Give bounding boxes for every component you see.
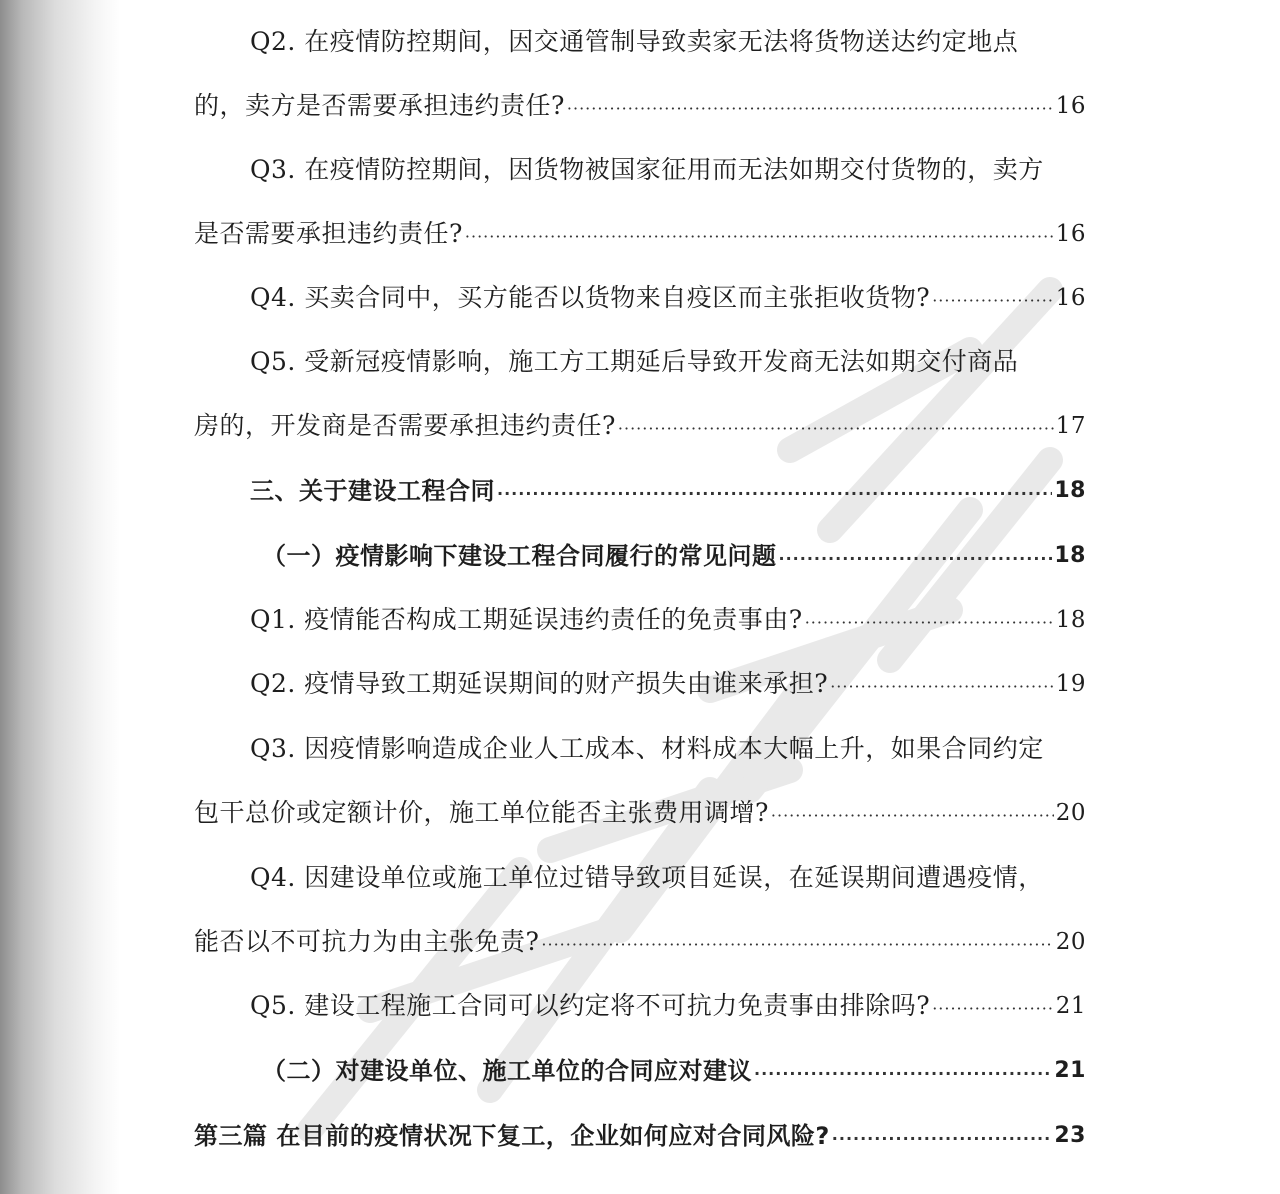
dot-leader [932, 983, 1054, 1029]
toc-entry-text: Q5. 受新冠疫情影响，施工方工期延后导致开发商无法如期交付商品 [250, 347, 1019, 376]
toc-entry-text: 房的，开发商是否需要承担违约责任? [194, 411, 616, 440]
dot-leader [771, 790, 1054, 836]
toc-part-three[interactable] [194, 1116, 1086, 1156]
toc-entry-text: Q1. 疫情能否构成工期延误违约责任的免责事由? [250, 605, 803, 634]
dot-leader [567, 83, 1054, 129]
toc-entry-sales-q3-cont[interactable] [194, 214, 1086, 254]
dot-leader [618, 403, 1054, 449]
toc-entry-sales-q4[interactable] [250, 278, 1086, 318]
toc-entry-construction-q5[interactable] [250, 986, 1086, 1026]
toc-entry-text: Q3. 在疫情防控期间，因货物被国家征用而无法如期交付货物的，卖方 [250, 155, 1044, 184]
toc-entry-text: 是否需要承担违约责任? [194, 219, 463, 248]
toc-entry-text: Q2. 在疫情防控期间，因交通管制导致卖家无法将货物送达约定地点 [250, 27, 1019, 56]
dot-leader [832, 1113, 1053, 1159]
dot-leader [465, 211, 1054, 257]
toc-entry-sales-q2[interactable] [250, 22, 1086, 62]
toc-subsection-common-issues[interactable] [262, 536, 1086, 576]
toc-entry-construction-q3-cont[interactable] [194, 793, 1086, 833]
toc-page-number: 18 [1054, 543, 1086, 568]
toc-entry-construction-q3[interactable] [250, 729, 1086, 769]
toc-subsection-heading: （二）对建设单位、施工单位的合同应对建议 [262, 1057, 752, 1085]
dot-leader [497, 468, 1052, 514]
toc-entry-text: 能否以不可抗力为由主张免责? [194, 927, 540, 956]
toc-page-number: 20 [1055, 800, 1086, 826]
toc-page-number: 21 [1055, 993, 1086, 1019]
dot-leader [932, 275, 1054, 321]
toc-page-number: 16 [1055, 221, 1086, 247]
dot-leader [805, 597, 1054, 643]
page-edge-shadow [0, 0, 120, 1194]
toc-page-number: 18 [1055, 607, 1086, 633]
toc-page-number: 18 [1054, 478, 1086, 503]
toc-page-number: 19 [1055, 671, 1086, 697]
toc-page-number: 20 [1055, 929, 1086, 955]
toc-part-heading: 第三篇 在目前的疫情状况下复工，企业如何应对合同风险? [194, 1122, 830, 1150]
toc-entry-text: 的，卖方是否需要承担违约责任? [194, 91, 565, 120]
toc-subsection-heading: （一）疫情影响下建设工程合同履行的常见问题 [262, 542, 777, 570]
toc-entry-sales-q3[interactable] [250, 150, 1086, 190]
dot-leader [541, 919, 1053, 965]
toc-page-number: 23 [1054, 1123, 1086, 1148]
toc-entry-text: Q4. 因建设单位或施工单位过错导致项目延误，在延误期间遭遇疫情， [250, 863, 1044, 892]
toc-entry-text: Q2. 疫情导致工期延误期间的财产损失由谁来承担? [250, 669, 829, 698]
toc-entry-sales-q2-cont[interactable] [194, 86, 1086, 126]
toc-page-number: 17 [1055, 413, 1086, 439]
dot-leader [779, 533, 1053, 579]
toc-entry-text: Q3. 因疫情影响造成企业人工成本、材料成本大幅上升，如果合同约定 [250, 734, 1044, 763]
toc-subsection-recommendations[interactable] [262, 1051, 1086, 1091]
toc-page-number: 16 [1055, 93, 1086, 119]
toc-entry-sales-q5-cont[interactable] [194, 406, 1086, 446]
toc-entry-construction-q4[interactable] [250, 858, 1086, 898]
dot-leader [754, 1048, 1052, 1094]
toc-entry-construction-q1[interactable] [250, 600, 1086, 640]
toc-entry-text: Q4. 买卖合同中，买方能否以货物来自疫区而主张拒收货物? [250, 283, 931, 312]
toc-entry-text: Q5. 建设工程施工合同可以约定将不可抗力免责事由排除吗? [250, 991, 931, 1020]
toc-section-heading: 三、关于建设工程合同 [250, 477, 495, 505]
toc-page-number: 16 [1055, 285, 1086, 311]
toc-entry-sales-q5[interactable] [250, 342, 1086, 382]
toc-entry-construction-q4-cont[interactable] [194, 922, 1086, 962]
toc-entry-text: 包干总价或定额计价，施工单位能否主张费用调增? [194, 798, 769, 827]
toc-entry-construction-q2[interactable] [250, 664, 1086, 704]
toc-page-number: 21 [1054, 1058, 1086, 1083]
toc-section-construction[interactable] [250, 471, 1086, 511]
dot-leader [830, 661, 1054, 707]
